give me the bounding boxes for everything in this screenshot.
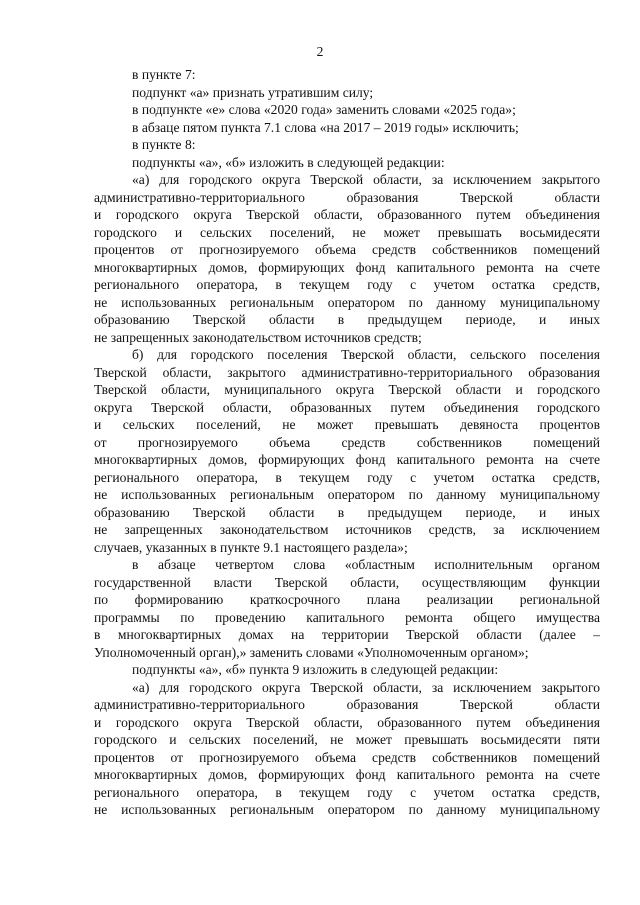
text-line: процентов от прогнозируемого объема средств собственников помещений: [94, 749, 600, 765]
text-line: «а) для городского округа Тверской области, за исключением закрытого: [132, 679, 600, 695]
text-line: регионального оператора, в текущем году с учетом остатка средств,: [94, 469, 600, 485]
text-line: «а) для городского округа Тверской области, за исключением закрытого: [132, 172, 600, 187]
text-line: регионального оператора, в текущем году с учетом остатка средств,: [94, 784, 600, 800]
text-line: подпункты «а», «б» пункта 9 изложить в следующей редакции:: [132, 662, 499, 677]
text-line: и сельских поселений, не может превышать девяноста процентов: [94, 417, 600, 432]
text-line: и городского округа Тверской области, образованного путем объединения: [94, 207, 600, 222]
text-line: образованию Тверской области в предыдущем периоде, и иных: [94, 504, 600, 520]
text-line: в абзаце пятом пункта 7.1 слова «на 2017 – 2019 годы» исключить;: [132, 119, 519, 135]
text-line: Тверской области, муниципального округа Тверской области и городского: [94, 382, 600, 397]
text-line: в подпункте «е» слова «2020 года» заменить словами «2025 года»;: [132, 102, 516, 117]
text-line: округа Тверской области, образованных путем объединения городского: [94, 399, 600, 415]
text-line: подпункты «а», «б» изложить в следующей редакции:: [132, 154, 445, 170]
text-line: городского и сельских поселений, не может превышать восьмидесяти: [94, 224, 600, 240]
text-line: не использованных региональным оператором по данному муниципальному: [94, 294, 600, 310]
text-line: Уполномоченный орган),» заменить словами «Уполномоченным органом»;: [94, 644, 529, 660]
text-line: многоквартирных домов, формирующих фонд капитального ремонта на счете: [94, 259, 600, 275]
text-line: государственной власти Тверской области, осуществляющим функции: [94, 574, 600, 590]
text-line: в многоквартирных домах на территории Тверской области (далее –: [94, 627, 600, 642]
page-number: 2: [316, 44, 324, 59]
document-body: [94, 66, 600, 819]
text-line: б) для городского поселения Тверской области, сельского поселения: [132, 347, 600, 362]
text-line: программы по проведению капитального ремонта общего имущества: [94, 609, 600, 625]
text-line: многоквартирных домов, формирующих фонд капитального ремонта на счете: [94, 767, 600, 782]
text-line: процентов от прогнозируемого объема средств собственников помещений: [94, 242, 600, 257]
text-line: городского и сельских поселений, не может превышать восьмидесяти пяти: [94, 732, 600, 747]
text-line: в пункте 7:: [132, 67, 196, 82]
text-line: и городского округа Тверской области, образованного путем объединения: [94, 714, 600, 730]
text-line: случаев, указанных в пункте 9.1 настоящего раздела»;: [94, 539, 408, 555]
text-line: подпункт «а» признать утратившим силу;: [132, 84, 374, 100]
text-line: Тверской области, закрытого административно-территориального образования: [94, 364, 600, 380]
text-line: не запрещенных законодательством источников средств, за исключением: [94, 522, 600, 537]
text-line: не использованных региональным оператором по данному муниципальному: [94, 487, 600, 502]
text-line: многоквартирных домов, формирующих фонд капитального ремонта на счете: [94, 452, 600, 467]
text-line: в пункте 8:: [132, 137, 196, 152]
text-line: регионального оператора, в текущем году с учетом остатка средств,: [94, 277, 600, 292]
text-line: по формированию краткосрочного плана реализации региональной: [94, 592, 600, 607]
text-line: не запрещенных законодательством источников средств;: [94, 329, 422, 345]
text-line: в абзаце четвертом слова «областным исполнительным органом: [132, 557, 600, 572]
text-line: административно-территориального образования Тверской области: [94, 697, 600, 712]
text-line: административно-территориального образования Тверской области: [94, 189, 600, 205]
text-line: от прогнозируемого объема средств собственников помещений: [94, 434, 600, 450]
text-line: образованию Тверской области в предыдущем периоде, и иных: [94, 312, 600, 327]
text-line: не использованных региональным оператором по данному муниципальному: [94, 802, 600, 817]
